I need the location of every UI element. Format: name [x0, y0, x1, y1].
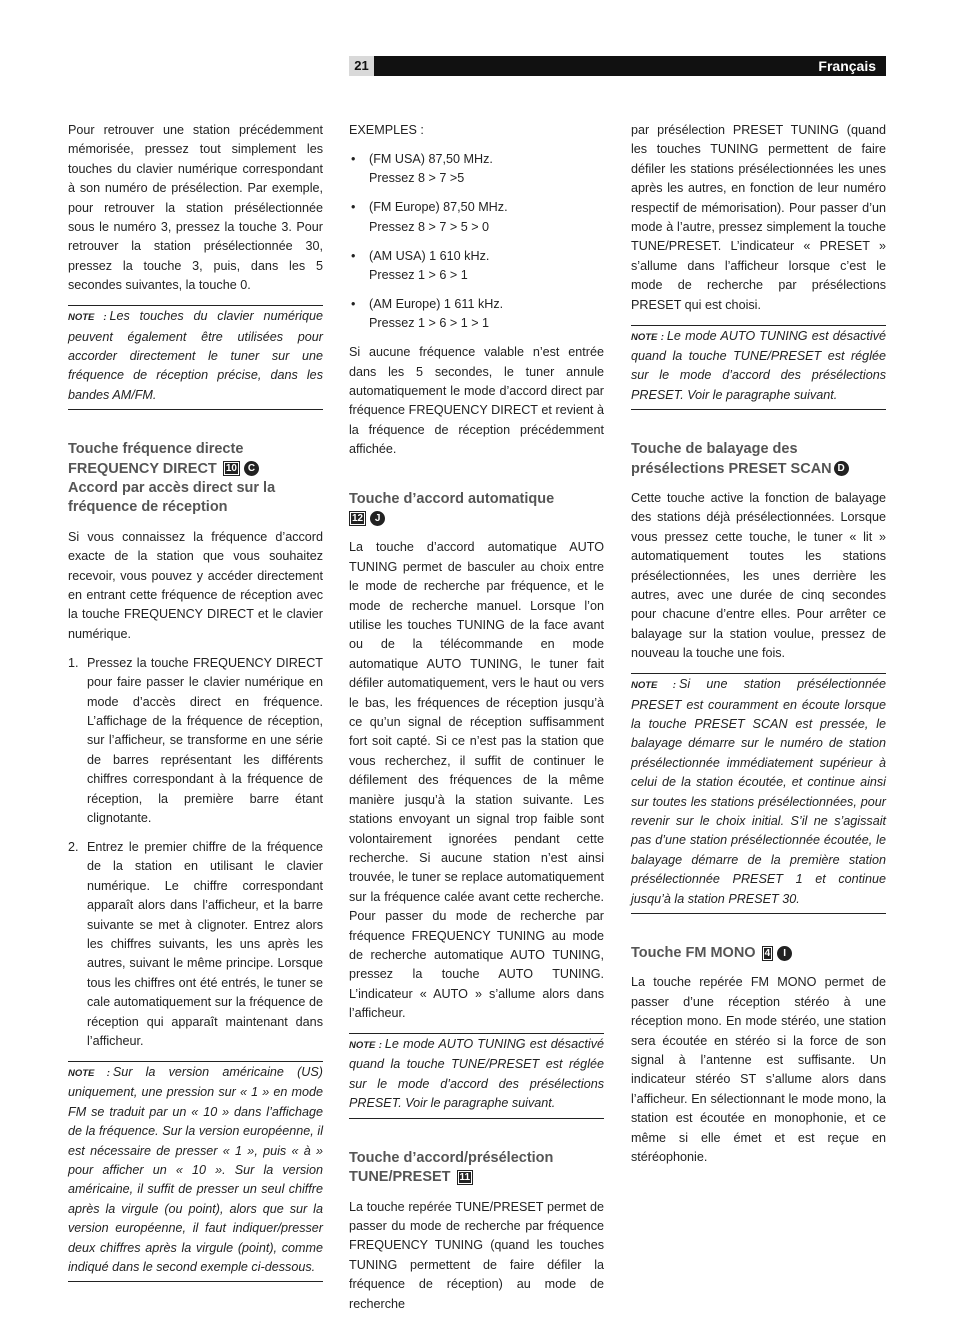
heading-line: Accord par accès direct sur la fréquence de réception [68, 480, 276, 516]
note-text: Si une station présélectionnée PRESET est couramment en écoute lorsque la touche PRESET SCAN est pressée, le balayage démarre sur le numéro de station présélectionnée immédiatement supérieur à celui de la station écoutée, et continue ainsi sur toutes les stations présélectionnées, pour revenir sur le choix initial. S’il ne s’agissait pas d’une station présélectionnée écoutée, le balayage démarre de la première station présélectionnée PRESET 1 et continue jusqu’à la station PRESET 30. [631, 677, 886, 906]
section-heading-tune-preset [349, 1149, 604, 1188]
heading-line: Touche d’accord/présélection [349, 1149, 554, 1166]
note-label: NOTE : [349, 1040, 382, 1052]
key-number-badge: 4 [762, 946, 774, 961]
key-number-badge: 10 [223, 461, 240, 476]
remote-key-badge: J [370, 511, 385, 526]
step-number: 2. [68, 839, 79, 854]
example-line: • (AM Europe) 1 611 kHz. [369, 296, 504, 311]
list-item [68, 654, 323, 829]
note-us-version [68, 1061, 323, 1282]
heading-line: TUNE/PRESET [349, 1169, 451, 1186]
section-heading-fm-mono [631, 944, 886, 963]
paragraph: par présélection PRESET TUNING (quand les touches TUNING permettent de faire défiler les stations présélectionnées les unes après les autres, en fonction de leur numéro respectif de mémorisation). Pour passer d’un mode à l’autre, pressez simplement la touche TUNE/PRESET. L’indicateur « PRESET » s’allume dans l’afficheur lorsque c’est le mode de recherche par présélections PRESET qui est choisi. [631, 123, 886, 312]
paragraph: La touche repérée FM MONO permet de passer d’une réception stéréo à une réception mono. En mode stéréo, une station sera écoutée en stéréo si la force de son signal à l’antenne est suffisante. Un indicateur stéréo ST s’allume alors dans l’afficheur. En sélectionnant le mode mono, la station est écoutée en monophonie, et ce même si elle émet et est reçue en stéréophonie. [631, 975, 886, 1165]
section-heading-auto-tuning [349, 490, 604, 529]
key-number-badge: 12 [349, 511, 366, 526]
key-number-badge: 11 [457, 1170, 474, 1185]
section-heading-preset-scan [631, 440, 886, 479]
note-text: Sur la version américaine (US) uniquement, une pression sur « 1 » en mode FM se traduit par un « 10 » dans l’affichage de la fréquence. Sur la version européenne, il est nécessaire de presser « 1 », puis « à » pour afficher un « 10 ». Sur la version américaine, il suffit de presser un seul chiffre après la virgule (ou point), alors que sur la version européenne, il faut indiquer/presser deux chiffres après la virgule (point), comme indiqué dans le second exemple ci-dessous. [68, 1064, 323, 1274]
paragraph: La touche repérée TUNE/PRESET permet de passer du mode de recherche par fréquence FREQUENCY TUNING (quand les touches TUNING permettent de faire défiler la fréquence de réception) au mode de recherche [349, 1199, 604, 1311]
language-label: Français [818, 58, 876, 74]
example-line: • (FM Europe) 87,50 MHz. [369, 200, 508, 215]
note-label: NOTE : [631, 680, 676, 692]
note-text: Les touches du clavier numérique peuvent également être utilisées pour accorder directement le tuner sur une fréquence de réception précise, dans les bandes AM/FM. [68, 309, 323, 402]
step-text: Pressez la touche FREQUENCY DIRECT pour faire passer le clavier numérique en mode d’accès direct en fréquence. L’affichage de la fréquence de réception, sur l’afficheur, se transforme en une série de barres représentant les différents chiffres correspondant à la fréquence de réception, la première barre étant clignotante. [87, 655, 323, 825]
step-text: Entrez le premier chiffre de la fréquence de la station en utilisant le clavier numérique. Le chiffre correspondant apparaît alors dans l’afficheur, et la barre suivante se met à clignoter. Entrez alors les chiffres suivants, les uns après les autres, suivant le même principe. Lorsque tous les chiffres ont été entrés, le tuner se cale automatiquement sur la fréquence de réception qui apparaît maintenant dans l’afficheur. [87, 839, 323, 1048]
steps-list [68, 654, 323, 1052]
heading-line: Touche d’accord automatique [349, 490, 555, 507]
note-label: NOTE : [68, 1067, 110, 1079]
intro-paragraph: Pour retrouver une station précédemment mémorisée, pressez tout simplement les touches du clavier numérique correspondant à son numéro de présélection. Par exemple, pour retrouver la station présélectionnée sous le numéro 3, pressez la touche 3. Pour retrouver la station présélectionnée 30, pressez la touche 3, puis, dans les 5 secondes suivantes, la touche 0. [68, 123, 323, 293]
example-line: Pressez 8 > 7 > 5 > 0 [369, 219, 490, 234]
heading-line: Touche fréquence directe [68, 441, 244, 458]
note-preset-scan [631, 673, 886, 914]
note-text: Le mode AUTO TUNING est désactivé quand la touche TUNE/PRESET est réglée sur le mode d’accord des présélections PRESET. Voir le paragraphe suivant. [349, 1037, 604, 1111]
examples-list [349, 150, 604, 334]
note-keypad [68, 305, 323, 410]
example-line: Pressez 8 > 7 >5 [369, 171, 465, 186]
list-item [349, 150, 604, 189]
remote-key-badge: C [244, 461, 259, 476]
example-line: Pressez 1 > 6 > 1 > 1 [369, 316, 490, 331]
page-header-bar [349, 56, 886, 76]
heading-line: FREQUENCY DIRECT [68, 460, 217, 477]
paragraph: Si vous connaissez la fréquence d’accord exacte de la station que vous souhaitez recevoir, vous pouvez y accéder directement en entrant cette fréquence de réception avec la touche FREQUENCY DIRECT et le clavier numérique. [68, 529, 323, 641]
note-preset [631, 325, 886, 411]
column-left [68, 121, 323, 1292]
step-number: 1. [68, 655, 79, 670]
note-label: NOTE : [631, 331, 664, 343]
examples-label: EXEMPLES : [349, 123, 424, 137]
note-text: Le mode AUTO TUNING est désactivé quand la touche TUNE/PRESET est réglée sur le mode d’accord des présélections PRESET. Voir le paragraphe suivant. [631, 328, 886, 402]
paragraph: La touche d’accord automatique AUTO TUNING permet de basculer au choix entre le mode de recherche par fréquence, et le mode de recherche manuel. Lorsque l’on utilise les touches TUNING de la face avant ou de la télécommande en mode automatique AUTO TUNING, le tuner fait défiler automatiquement, vers le haut ou vers le bas, les fréquences de réception jusqu’à ce qu’un signal de réception suffisamment fort soit capté. Si ce n’est pas la station que vous recherchez, il suffit de continuer le défilement des fréquences de la même manière jusqu’à la station suivante. Les stations envoyant un signal trop faible sont volontairement ignorées pendant cette recherche. Si aucune station n’est ainsi trouvée, le tuner se replace automatiquement sur la fréquence calée avant cette recherche. Pour passer du mode de recherche par fréquence FREQUENCY TUNING au mode de recherche automatique AUTO TUNING, pressez la touche AUTO TUNING. L’indicateur « AUTO » s’allume alors dans l’afficheur. [349, 540, 604, 1021]
paragraph: Cette touche active la fonction de balayage des stations déjà présélectionnées. Lorsque vous pressez cette touche, le tuner « lit » automatiquement toutes les stations présélectionnées, les unes derrière les autres, avec une durée de cinq secondes pour chacune d’entre elles. Pour arrêter ce balayage sur la station voulue, pressez de nouveau la touche une fois. [631, 491, 886, 661]
section-heading-frequency-direct [68, 440, 323, 518]
heading-line: présélections PRESET SCAN [631, 460, 832, 477]
example-line: • (FM USA) 87,50 MHz. [369, 151, 493, 166]
note-label: NOTE : [68, 312, 107, 324]
remote-key-badge: D [834, 461, 849, 476]
remote-key-badge: I [777, 946, 792, 961]
example-line: Pressez 1 > 6 > 1 [369, 267, 468, 282]
page-number: 21 [349, 56, 374, 76]
heading-line: Touche FM MONO [631, 945, 756, 962]
column-middle [349, 121, 604, 1323]
column-right [631, 121, 886, 1177]
list-item [349, 295, 604, 334]
list-item [68, 838, 323, 1051]
paragraph: Si aucune fréquence valable n’est entrée dans les 5 secondes, le tuner annule automatiquement le mode d’accord direct par fréquence FREQUENCY DIRECT et revient à la fréquence de réception précédemment affichée. [349, 345, 604, 457]
list-item [349, 198, 604, 237]
note-auto-tuning [349, 1033, 604, 1119]
example-line: • (AM USA) 1 610 kHz. [369, 248, 490, 263]
heading-line: Touche de balayage des [631, 441, 798, 458]
list-item [349, 247, 604, 286]
